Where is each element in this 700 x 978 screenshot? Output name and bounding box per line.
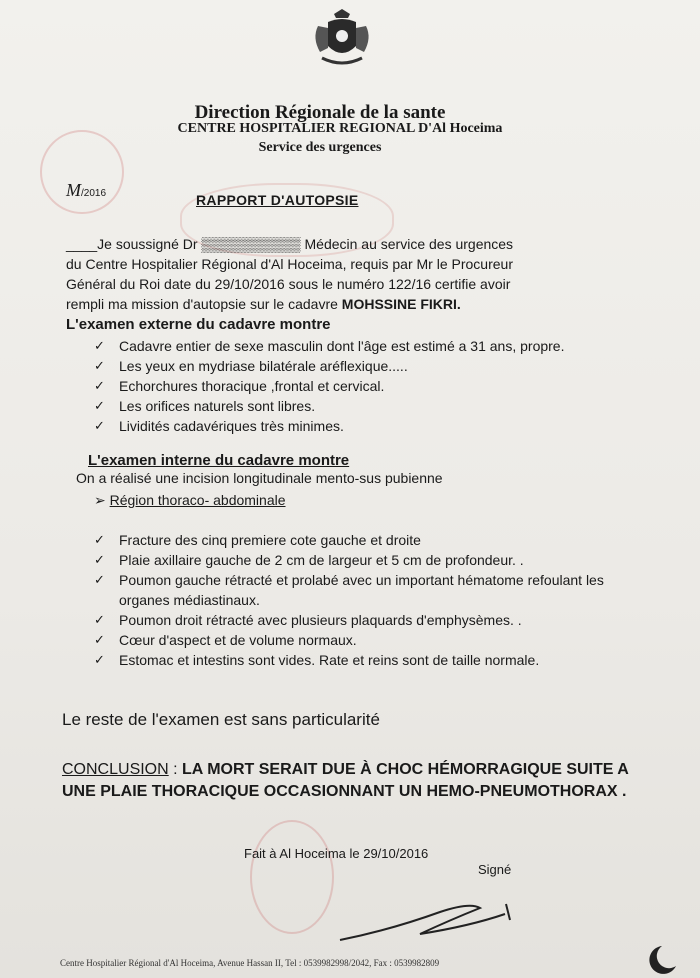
place-date: Fait à Al Hoceima le 29/10/2016 (244, 846, 429, 861)
list-item: ✓ Les orifices naturels sont libres. (94, 398, 316, 414)
checkmark-icon: ✓ (94, 612, 105, 627)
deceased-name: MOHSSINE FIKRI. (341, 296, 461, 312)
header-direction: Direction Régionale de la sante (194, 102, 446, 123)
list-item: ✓ Estomac et intestins sont vides. Rate et reins sont de taille normale. (94, 652, 540, 668)
list-item: ✓ Echorchures thoracique ,frontal et cervical. (94, 378, 385, 394)
list-item: ✓ Les yeux en mydriase bilatérale aréflexique..... (94, 358, 408, 374)
list-item: ✓ Plaie axillaire gauche de 2 cm de largeur et 5 cm de profondeur. . (94, 552, 524, 568)
list-item: ✓ Lividités cadavériques très minimes. (94, 418, 344, 434)
list-item: ✓ Poumon droit rétracté avec plusieurs plaquards d'emphysèmes. . (94, 612, 522, 628)
checkmark-icon: ✓ (94, 632, 105, 647)
list-item: ✓ Cœur d'aspect et de volume normaux. (94, 632, 357, 648)
red-stamp-mark-bottom (250, 820, 334, 934)
signature-scribble (330, 890, 530, 950)
intro-line: rempli ma mission d'autopsie sur le cadavre MOHSSINE FIKRI. (66, 296, 461, 312)
intro-line: Général du Roi date du 29/10/2016 sous le numéro 122/16 certifie avoir (66, 276, 511, 292)
internal-findings-list (94, 530, 640, 670)
conclusion: CONCLUSION : LA MORT SERAIT DUE À CHOC HÉMORRAGIQUE SUITE A UNE PLAIE THORACIQUE OCCASIONNANT UN HEMO-PNEUMOTHORAX . (62, 761, 629, 800)
footer-address: Centre Hospitalier Régional d'Al Hoceima, Avenue Hassan II, Tel : 0539982998/2042, Fax : 0539982809 (60, 958, 440, 968)
arrow-bullet-icon: ➢ (94, 492, 110, 508)
list-item: ✓ Cadavre entier de sexe masculin dont l'âge est estimé a 31 ans, propre. (94, 338, 565, 354)
external-findings-list (94, 336, 634, 436)
internal-exam-heading: L'examen interne du cadavre montre (88, 452, 350, 469)
checkmark-icon: ✓ (94, 338, 105, 353)
intro-line: ____Je soussigné Dr ▒▒▒▒▒▒▒▒▒▒ Médecin au service des urgences (66, 236, 514, 252)
header-service: Service des urgences (258, 140, 382, 155)
checkmark-icon: ✓ (94, 572, 105, 587)
region-label: ➢ Région thoraco- abdominale (94, 492, 286, 508)
internal-intro: On a réalisé une incision longitudinale mento-sus pubienne (76, 470, 443, 486)
checkmark-icon: ✓ (94, 552, 105, 567)
checkmark-icon: ✓ (94, 398, 105, 413)
external-exam-heading: L'examen externe du cadavre montre (66, 316, 331, 333)
checkmark-icon: ✓ (94, 418, 105, 433)
intro-paragraph (66, 234, 636, 314)
report-title: RAPPORT D'AUTOPSIE (196, 192, 359, 208)
rest-of-exam: Le reste de l'examen est sans particularité (62, 710, 380, 729)
signed-label: Signé (478, 862, 512, 877)
header-hospital: CENTRE HOSPITALIER REGIONAL D'Al Hoceima (177, 121, 503, 136)
handwritten-date: M/2016 (66, 180, 107, 200)
crescent-logo-icon (642, 942, 682, 976)
conclusion-label: CONCLUSION (62, 761, 169, 778)
list-item: ✓ Fracture des cinq premiere cote gauche et droite (94, 532, 421, 548)
intro-line: du Centre Hospitalier Régional d'Al Hoceima, requis par Mr le Procureur (66, 256, 513, 272)
checkmark-icon: ✓ (94, 652, 105, 667)
royal-coat-of-arms-icon (306, 8, 378, 70)
checkmark-icon: ✓ (94, 532, 105, 547)
conclusion-text: LA MORT SERAIT DUE À CHOC HÉMORRAGIQUE SUITE A UNE PLAIE THORACIQUE OCCASIONNANT UN HEMO-PNEUMOTHORAX . (62, 761, 629, 800)
checkmark-icon: ✓ (94, 358, 105, 373)
checkmark-icon: ✓ (94, 378, 105, 393)
list-item: ✓ Poumon gauche rétracté et prolabé avec un important hématome refoulant les organes médiastinaux. (94, 572, 604, 608)
